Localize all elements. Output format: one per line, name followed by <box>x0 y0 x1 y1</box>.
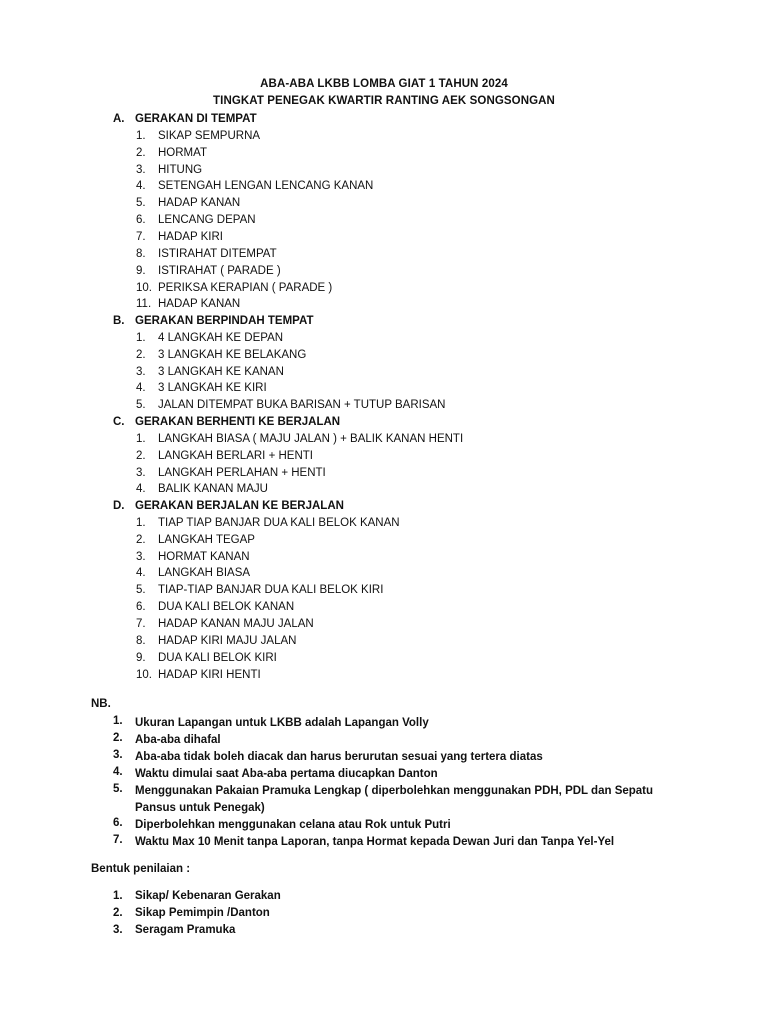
section-title: GERAKAN BERPINDAH TEMPAT <box>135 315 314 327</box>
note-text: Aba-aba dihafal <box>135 734 221 746</box>
section-letter: A. <box>113 113 125 125</box>
assessment-item <box>113 924 235 936</box>
note-item <box>113 817 695 834</box>
list-item <box>136 332 283 344</box>
item-number: 3. <box>113 749 123 761</box>
list-item <box>136 517 400 529</box>
item-text: 3 LANGKAH KE KANAN <box>158 366 284 378</box>
section-heading <box>113 315 313 327</box>
item-number: 3. <box>136 467 146 479</box>
note-text: Diperbolehkan menggunakan celana atau Rok untuk Putri <box>135 819 451 831</box>
item-number: 2. <box>136 534 146 546</box>
list-item <box>136 669 261 681</box>
item-number: 8. <box>136 248 146 260</box>
list-item <box>136 214 256 226</box>
note-text: Waktu Max 10 Menit tanpa Laporan, tanpa Hormat kepada Dewan Juri dan Tanpa Yel-Yel <box>135 836 615 848</box>
item-number: 5. <box>136 584 146 596</box>
list-item <box>136 147 207 159</box>
item-number: 4. <box>136 382 146 394</box>
item-text: HORMAT KANAN <box>158 551 250 563</box>
section-letter: C. <box>113 416 125 428</box>
item-number: 8. <box>136 635 146 647</box>
list-item <box>136 433 463 445</box>
assessment-text: Sikap/ Kebenaran Gerakan <box>135 890 281 902</box>
item-text: TIAP TIAP BANJAR DUA KALI BELOK KANAN <box>158 517 400 529</box>
item-text: LANGKAH BIASA <box>158 567 251 579</box>
list-item <box>136 382 267 394</box>
notes-label: NB. <box>91 698 111 710</box>
item-number: 10. <box>136 282 152 294</box>
item-number: 1. <box>113 715 123 727</box>
list-item <box>136 567 250 579</box>
item-number: 4. <box>136 180 146 192</box>
list-item <box>136 652 277 664</box>
assessment-item <box>113 890 281 902</box>
item-text: HADAP KANAN <box>158 298 241 310</box>
list-item <box>136 349 306 361</box>
item-text: LANGKAH BIASA ( MAJU JALAN ) + BALIK KANAN HENTI <box>158 433 464 445</box>
item-text: DUA KALI BELOK KIRI <box>158 652 277 664</box>
list-item <box>136 164 202 176</box>
item-text: HADAP KIRI MAJU JALAN <box>158 635 297 647</box>
section-title: GERAKAN DI TEMPAT <box>135 113 257 125</box>
note-text: Aba-aba tidak boleh diacak dan harus berurutan sesuai yang tertera diatas <box>135 751 543 763</box>
item-number: 9. <box>136 265 146 277</box>
section-title: GERAKAN BERHENTI KE BERJALAN <box>135 416 341 428</box>
item-number: 7. <box>136 231 146 243</box>
note-item <box>113 732 695 749</box>
list-item <box>136 180 373 192</box>
item-text: HORMAT <box>158 147 207 159</box>
list-item <box>136 635 296 647</box>
item-text: LANGKAH BERLARI + HENTI <box>158 450 313 462</box>
item-number: 5. <box>136 197 146 209</box>
section-title: GERAKAN BERJALAN KE BERJALAN <box>135 500 344 512</box>
list-item <box>136 399 445 411</box>
item-number: 3. <box>136 551 146 563</box>
item-number: 3. <box>136 366 146 378</box>
list-item <box>136 551 250 563</box>
note-item <box>113 834 695 851</box>
note-item <box>113 715 695 732</box>
item-text: HADAP KIRI HENTI <box>158 669 261 681</box>
item-text: 3 LANGKAH KE BELAKANG <box>158 349 307 361</box>
item-number: 9. <box>136 652 146 664</box>
item-number: 6. <box>136 214 146 226</box>
item-number: 6. <box>136 601 146 613</box>
section-heading <box>113 113 257 125</box>
item-number: 1. <box>136 517 146 529</box>
item-text: TIAP-TIAP BANJAR DUA KALI BELOK KIRI <box>158 584 384 596</box>
note-item <box>113 783 695 817</box>
item-number: 10. <box>136 669 152 681</box>
section-heading <box>113 500 344 512</box>
item-number: 5. <box>113 783 123 795</box>
note-item <box>113 766 695 783</box>
list-item <box>136 584 383 596</box>
item-text: DUA KALI BELOK KANAN <box>158 601 295 613</box>
item-number: 1. <box>113 890 123 902</box>
item-number: 7. <box>136 618 146 630</box>
item-text: HADAP KANAN <box>158 197 241 209</box>
item-number: 1. <box>136 332 146 344</box>
list-item <box>136 483 268 495</box>
item-text: PERIKSA KERAPIAN ( PARADE ) <box>158 282 333 294</box>
item-number: 6. <box>113 817 123 829</box>
item-number: 4. <box>136 567 146 579</box>
list-item <box>136 450 313 462</box>
list-item <box>136 282 332 294</box>
document-subtitle: TINGKAT PENEGAK KWARTIR RANTING AEK SONGSONGAN <box>213 95 555 107</box>
item-text: HITUNG <box>158 164 203 176</box>
item-number: 7. <box>113 834 123 846</box>
list-item <box>136 130 260 142</box>
note-text: Waktu dimulai saat Aba-aba pertama diucapkan Danton <box>135 768 438 780</box>
item-text: 4 LANGKAH KE DEPAN <box>158 332 284 344</box>
item-text: LENCANG DEPAN <box>158 214 256 226</box>
item-text: HADAP KANAN MAJU JALAN <box>158 618 314 630</box>
item-text: 3 LANGKAH KE KIRI <box>158 382 267 394</box>
item-number: 2. <box>113 732 123 744</box>
item-number: 3. <box>113 924 123 936</box>
item-number: 5. <box>136 399 146 411</box>
section-heading <box>113 416 340 428</box>
note-item <box>113 749 695 766</box>
item-text: ISTIRAHAT ( PARADE ) <box>158 265 281 277</box>
list-item <box>136 197 240 209</box>
note-text: Menggunakan Pakaian Pramuka Lengkap ( diperbolehkan menggunakan PDH, PDL dan Sepatu Pansus untuk Penegak) <box>135 785 654 814</box>
item-number: 2. <box>136 349 146 361</box>
item-number: 1. <box>136 130 146 142</box>
item-number: 3. <box>136 164 146 176</box>
item-number: 1. <box>136 433 146 445</box>
list-item <box>136 601 294 613</box>
list-item <box>136 534 255 546</box>
item-text: JALAN DITEMPAT BUKA BARISAN + TUTUP BARISAN <box>158 399 446 411</box>
list-item <box>136 231 223 243</box>
item-number: 2. <box>136 147 146 159</box>
item-number: 4. <box>113 766 123 778</box>
item-text: BALIK KANAN MAJU <box>158 483 268 495</box>
list-item <box>136 366 284 378</box>
item-text: HADAP KIRI <box>158 231 223 243</box>
item-text: SIKAP SEMPURNA <box>158 130 261 142</box>
item-text: LANGKAH PERLAHAN + HENTI <box>158 467 326 479</box>
item-text: ISTIRAHAT DITEMPAT <box>158 248 277 260</box>
item-number: 4. <box>136 483 146 495</box>
list-item <box>136 618 314 630</box>
item-text: LANGKAH TEGAP <box>158 534 255 546</box>
assessment-text: Sikap Pemimpin /Danton <box>135 907 270 919</box>
list-item <box>136 265 281 277</box>
item-number: 11. <box>136 298 152 310</box>
document-title: ABA-ABA LKBB LOMBA GIAT 1 TAHUN 2024 <box>260 78 508 90</box>
assessment-item <box>113 907 270 919</box>
list-item <box>136 467 326 479</box>
item-number: 2. <box>136 450 146 462</box>
section-letter: D. <box>113 500 125 512</box>
assessment-text: Seragam Pramuka <box>135 924 236 936</box>
item-text: SETENGAH LENGAN LENCANG KANAN <box>158 180 374 192</box>
item-number: 2. <box>113 907 123 919</box>
list-item <box>136 298 240 310</box>
section-letter: B. <box>113 315 125 327</box>
note-text: Ukuran Lapangan untuk LKBB adalah Lapangan Volly <box>135 717 429 729</box>
list-item <box>136 248 277 260</box>
assessment-label: Bentuk penilaian : <box>91 863 191 875</box>
